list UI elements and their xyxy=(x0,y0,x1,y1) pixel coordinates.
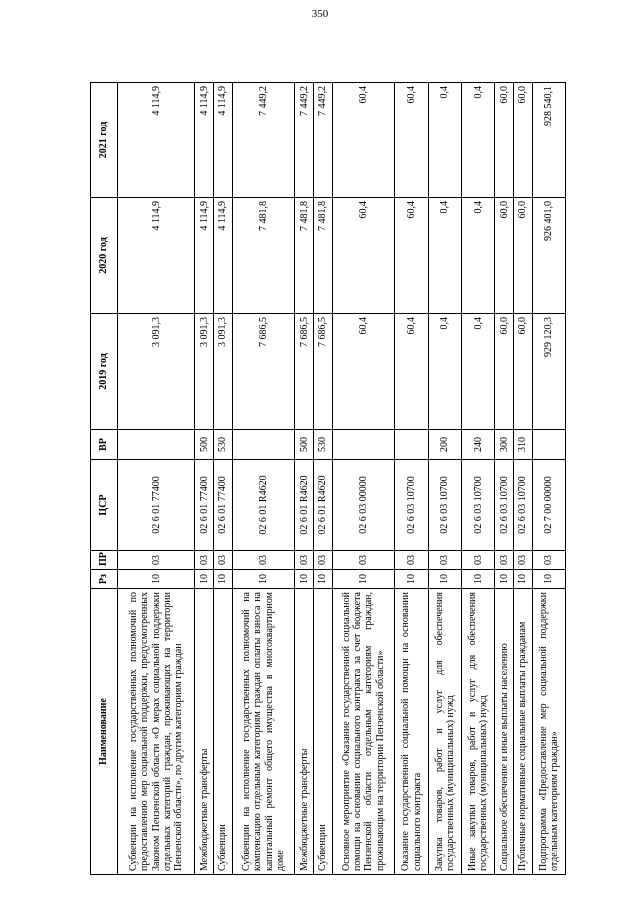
cell-rz: 10 xyxy=(214,570,233,589)
budget-table xyxy=(90,82,566,875)
header-pr: ПР xyxy=(91,551,118,570)
header-name: Наименование xyxy=(91,589,118,875)
cell-pr: 03 xyxy=(195,551,214,570)
cell-name: Субвенции xyxy=(314,589,333,875)
cell-vr: 310 xyxy=(513,430,532,460)
table-header-row xyxy=(91,83,118,875)
cell-csr: 02 6 03 10700 xyxy=(462,460,495,551)
table-row xyxy=(332,83,395,875)
cell-2020: 0,4 xyxy=(462,198,495,314)
cell-vr: 530 xyxy=(314,430,333,460)
cell-2019: 7 686,5 xyxy=(314,314,333,430)
cell-vr: 200 xyxy=(428,430,461,460)
table-row xyxy=(118,83,195,875)
cell-2021: 928 540,1 xyxy=(532,83,565,198)
cell-2020: 4 114,9 xyxy=(118,198,195,314)
table-row xyxy=(214,83,233,875)
cell-rz: 10 xyxy=(532,570,565,589)
cell-rz: 10 xyxy=(118,570,195,589)
cell-name: Социальное обеспечение и иные выплаты населению xyxy=(495,589,514,875)
cell-2020: 7 481,8 xyxy=(314,198,333,314)
cell-name: Межбюджетные трансферты xyxy=(195,589,214,875)
cell-name: Субвенции xyxy=(214,589,233,875)
cell-pr: 03 xyxy=(495,551,514,570)
cell-2020: 60,0 xyxy=(513,198,532,314)
cell-vr xyxy=(118,430,195,460)
cell-pr: 03 xyxy=(314,551,333,570)
cell-rz: 10 xyxy=(295,570,314,589)
cell-rz: 10 xyxy=(232,570,295,589)
cell-rz: 10 xyxy=(495,570,514,589)
table-row xyxy=(232,83,295,875)
cell-2019: 7 686,5 xyxy=(232,314,295,430)
cell-name: Субвенции на исполнение государственных полномочий по предоставлению мер социальной поддержки, предусмотренных Законом Пензенской области «О мерах социальной поддержки отдельных категорий граждан, проживающих на территории Пензенской области», по другим категориям граждан xyxy=(118,589,195,875)
cell-pr: 03 xyxy=(513,551,532,570)
cell-name: Основное мероприятие «Оказание государственной социальной помощи на основании социального контракта за счет бюджета Пензенской области отдельным категориям граждан, проживающим на территории Пензенской области» xyxy=(332,589,395,875)
table-row xyxy=(532,83,565,875)
cell-csr: 02 6 01 77400 xyxy=(214,460,233,551)
cell-2021: 4 114,9 xyxy=(118,83,195,198)
cell-rz: 10 xyxy=(462,570,495,589)
cell-csr: 02 6 03 10700 xyxy=(495,460,514,551)
cell-pr: 03 xyxy=(295,551,314,570)
header-2019: 2019 год xyxy=(91,314,118,430)
cell-csr: 02 6 03 10700 xyxy=(513,460,532,551)
cell-2021: 7 449,2 xyxy=(295,83,314,198)
header-rz: Рз xyxy=(91,570,118,589)
cell-2021: 60,0 xyxy=(495,83,514,198)
cell-name: Субвенции на исполнение государственных полномочий на компенсацию отдельным категориям граждан оплаты взноса на капитальный ремонт общего имущества в многоквартирном доме xyxy=(232,589,295,875)
cell-2020: 60,0 xyxy=(495,198,514,314)
cell-rz: 10 xyxy=(428,570,461,589)
cell-vr xyxy=(332,430,395,460)
cell-2021: 0,4 xyxy=(462,83,495,198)
cell-2020: 4 114,9 xyxy=(195,198,214,314)
cell-pr: 03 xyxy=(395,551,428,570)
table-row xyxy=(513,83,532,875)
cell-csr: 02 6 01 R4620 xyxy=(295,460,314,551)
cell-vr: 530 xyxy=(214,430,233,460)
table-row xyxy=(495,83,514,875)
cell-2020: 926 401,0 xyxy=(532,198,565,314)
cell-rz: 10 xyxy=(195,570,214,589)
header-csr: ЦСР xyxy=(91,460,118,551)
cell-vr xyxy=(232,430,295,460)
cell-rz: 10 xyxy=(314,570,333,589)
cell-name: Подпрограмма «Предоставление мер социальной поддержки отдельным категориям граждан» xyxy=(532,589,565,875)
cell-2019: 3 091,3 xyxy=(195,314,214,430)
table-body xyxy=(118,83,566,875)
cell-2019: 60,0 xyxy=(495,314,514,430)
cell-pr: 03 xyxy=(532,551,565,570)
cell-2021: 60,4 xyxy=(395,83,428,198)
cell-vr: 300 xyxy=(495,430,514,460)
cell-pr: 03 xyxy=(462,551,495,570)
cell-csr: 02 6 01 R4620 xyxy=(314,460,333,551)
cell-name: Оказание государственной социальной помощи на основании социального контракта xyxy=(395,589,428,875)
cell-pr: 03 xyxy=(214,551,233,570)
cell-2019: 60,4 xyxy=(395,314,428,430)
cell-rz: 10 xyxy=(395,570,428,589)
cell-2019: 3 091,3 xyxy=(118,314,195,430)
cell-rz: 10 xyxy=(332,570,395,589)
table-row xyxy=(462,83,495,875)
cell-2019: 929 120,3 xyxy=(532,314,565,430)
cell-pr: 03 xyxy=(118,551,195,570)
header-vr: ВР xyxy=(91,430,118,460)
cell-2021: 4 114,9 xyxy=(195,83,214,198)
cell-2021: 4 114,9 xyxy=(214,83,233,198)
cell-2020: 4 114,9 xyxy=(214,198,233,314)
cell-vr: 500 xyxy=(195,430,214,460)
cell-2021: 60,0 xyxy=(513,83,532,198)
cell-2019: 60,4 xyxy=(332,314,395,430)
cell-csr: 02 6 03 10700 xyxy=(395,460,428,551)
cell-2019: 0,4 xyxy=(462,314,495,430)
cell-csr: 02 6 01 77400 xyxy=(195,460,214,551)
cell-2019: 7 686,5 xyxy=(295,314,314,430)
cell-2021: 7 449,2 xyxy=(314,83,333,198)
cell-2021: 7 449,2 xyxy=(232,83,295,198)
cell-2020: 7 481,8 xyxy=(232,198,295,314)
table-row xyxy=(195,83,214,875)
cell-name: Иные закупки товаров, работ и услуг для обеспечения государственных (муниципальных) нужд xyxy=(462,589,495,875)
cell-2019: 60,0 xyxy=(513,314,532,430)
cell-vr xyxy=(532,430,565,460)
cell-2020: 60,4 xyxy=(395,198,428,314)
page-number: 350 xyxy=(311,8,329,20)
cell-pr: 03 xyxy=(332,551,395,570)
cell-2021: 0,4 xyxy=(428,83,461,198)
cell-vr: 240 xyxy=(462,430,495,460)
cell-name: Закупка товаров, работ и услуг для обеспечения государственных (муниципальных) нужд xyxy=(428,589,461,875)
cell-2020: 60,4 xyxy=(332,198,395,314)
table-row xyxy=(428,83,461,875)
table-row xyxy=(295,83,314,875)
cell-2020: 7 481,8 xyxy=(295,198,314,314)
cell-name: Публичные нормативные социальные выплаты гражданам xyxy=(513,589,532,875)
rotated-table-container xyxy=(90,83,566,875)
cell-csr: 02 6 03 10700 xyxy=(428,460,461,551)
cell-csr: 02 6 01 77400 xyxy=(118,460,195,551)
table-row xyxy=(314,83,333,875)
cell-vr: 500 xyxy=(295,430,314,460)
header-2021: 2021 год xyxy=(91,83,118,198)
cell-csr: 02 7 00 00000 xyxy=(532,460,565,551)
cell-csr: 02 6 03 00000 xyxy=(332,460,395,551)
cell-pr: 03 xyxy=(428,551,461,570)
cell-rz: 10 xyxy=(513,570,532,589)
cell-2021: 60,4 xyxy=(332,83,395,198)
cell-pr: 03 xyxy=(232,551,295,570)
cell-2019: 3 091,3 xyxy=(214,314,233,430)
cell-vr xyxy=(395,430,428,460)
cell-2019: 0,4 xyxy=(428,314,461,430)
header-2020: 2020 год xyxy=(91,198,118,314)
table-row xyxy=(395,83,428,875)
cell-name: Межбюджетные трансферты xyxy=(295,589,314,875)
cell-csr: 02 6 01 R4620 xyxy=(232,460,295,551)
cell-2020: 0,4 xyxy=(428,198,461,314)
